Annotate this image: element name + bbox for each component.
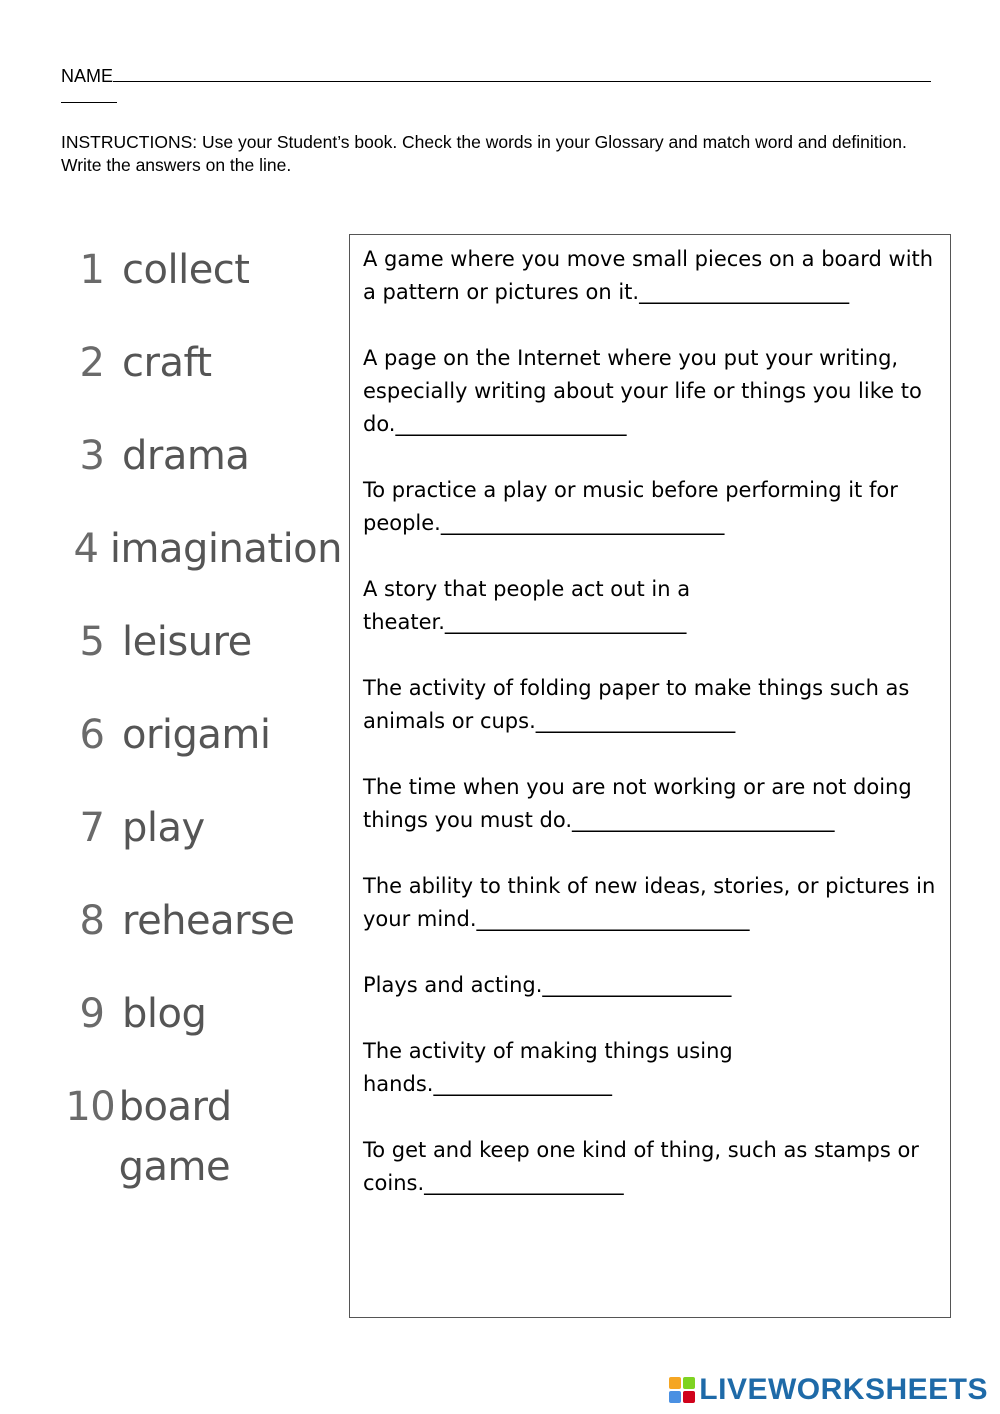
definition-item — [363, 1035, 940, 1101]
list-item — [62, 798, 342, 891]
answer-blank[interactable]: _________________________ — [572, 808, 835, 832]
word-number: 9 — [79, 991, 105, 1037]
definition-text: The time when you are not working or are not doing things you must do. — [363, 775, 912, 832]
list-item — [62, 333, 342, 426]
definition-item — [363, 474, 940, 540]
word: imagination — [109, 526, 342, 572]
name-underline[interactable] — [113, 63, 931, 82]
word: rehearse — [122, 898, 295, 944]
definition-text: A game where you move small pieces on a board with a pattern or pictures on it. — [363, 247, 934, 304]
definition-text: The ability to think of new ideas, stories, or pictures in your mind. — [363, 874, 936, 931]
logo-square-icon — [669, 1391, 681, 1403]
word: play — [122, 805, 205, 851]
logo-grid-icon — [669, 1377, 695, 1403]
list-item — [62, 240, 342, 333]
answer-blank[interactable]: _______________________ — [444, 610, 687, 634]
definition-text: Plays and acting. — [363, 973, 543, 997]
logo-square-icon — [683, 1391, 695, 1403]
definition-item — [363, 573, 940, 639]
word: leisure — [122, 619, 252, 665]
definition-text: The activity of folding paper to make things such as animals or cups. — [363, 676, 910, 733]
logo-square-icon — [669, 1377, 681, 1389]
definition-item — [363, 1134, 940, 1200]
answer-blank[interactable]: ___________________________ — [440, 511, 725, 535]
word: board game — [118, 1084, 232, 1190]
name-underline-continued[interactable] — [61, 90, 117, 103]
answer-blank[interactable]: ___________________ — [535, 709, 736, 733]
list-item — [62, 1077, 342, 1190]
word: origami — [122, 712, 271, 758]
liveworksheets-logo — [669, 1372, 988, 1408]
word: collect — [122, 247, 250, 293]
definition-text: A story that people act out in a theater. — [363, 577, 691, 634]
word-number: 8 — [79, 898, 105, 944]
definition-item — [363, 243, 940, 309]
definition-text: The activity of making things using hands. — [363, 1039, 733, 1096]
word-number: 6 — [79, 712, 105, 758]
definition-item — [363, 342, 940, 441]
list-item — [62, 705, 342, 798]
list-item — [62, 984, 342, 1077]
answer-blank[interactable]: __________________ — [542, 973, 732, 997]
name-label: NAME — [61, 66, 114, 86]
list-item — [62, 519, 342, 612]
word-number: 1 — [79, 247, 105, 293]
list-item — [62, 426, 342, 519]
word-number: 10 — [65, 1084, 116, 1130]
word-number: 2 — [79, 340, 105, 386]
word: drama — [122, 433, 250, 479]
answer-blank[interactable]: ___________________ — [424, 1171, 624, 1195]
definition-item — [363, 672, 940, 738]
list-item — [62, 612, 342, 705]
instructions: INSTRUCTIONS: Use your Student’s book. Check the words in your Glossary and match word and definition. Write the answers on the line. — [61, 132, 907, 175]
word: craft — [122, 340, 212, 386]
answer-blank[interactable]: _________________ — [433, 1072, 612, 1096]
word-list — [62, 240, 342, 1190]
word-number: 5 — [79, 619, 105, 665]
word-number: 4 — [73, 526, 99, 572]
word: blog — [122, 991, 207, 1037]
name-field[interactable] — [61, 62, 941, 103]
list-item — [62, 891, 342, 984]
word-number: 7 — [79, 805, 105, 851]
definitions-box — [349, 234, 951, 1318]
word-number: 3 — [79, 433, 105, 479]
logo-square-icon — [683, 1377, 695, 1389]
definition-item — [363, 870, 940, 936]
definition-text: A page on the Internet where you put your writing, especially writing about your life or things you like to do. — [363, 346, 922, 436]
definition-text: To get and keep one kind of thing, such as stamps or coins. — [363, 1138, 919, 1195]
answer-blank[interactable]: ______________________ — [395, 412, 627, 436]
definition-text: To practice a play or music before performing it for people. — [363, 478, 898, 535]
logo-text: LIVEWORKSHEETS — [699, 1373, 988, 1406]
definition-item — [363, 969, 940, 1002]
answer-blank[interactable]: ____________________ — [639, 280, 850, 304]
answer-blank[interactable]: __________________________ — [476, 907, 750, 931]
definition-item — [363, 771, 940, 837]
